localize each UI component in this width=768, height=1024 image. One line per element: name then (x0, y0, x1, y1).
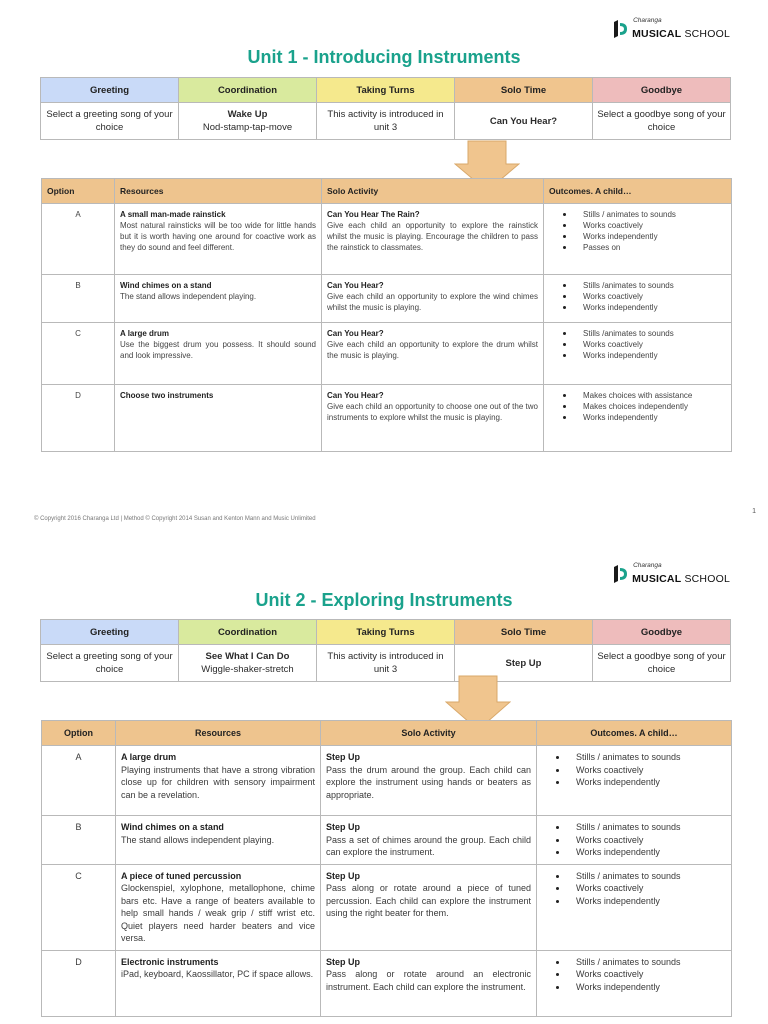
activity-title: Can You Hear? (327, 281, 384, 290)
greeting-cell: Select a greeting song of your choice (41, 645, 179, 682)
greeting-cell: Select a greeting song of your choice (41, 103, 179, 140)
activity-title: Step Up (326, 870, 361, 881)
coordination-cell (179, 645, 317, 682)
resources-cell (115, 275, 322, 323)
logo-brand-rest: SCHOOL (681, 27, 730, 40)
activity-title: Can You Hear? (327, 329, 384, 338)
logo-small-text: Charanga (633, 562, 662, 569)
taking-turns-cell: This activity is introduced in unit 3 (317, 645, 455, 682)
solo-time-cell (455, 103, 593, 140)
coordination-cell (179, 103, 317, 140)
outcome-item: Works coactively (583, 220, 726, 231)
charanga-logo-icon (612, 564, 628, 584)
outcomes-cell (537, 864, 732, 950)
resource-title: Choose two instruments (120, 391, 214, 400)
unit1-options-table (41, 178, 732, 452)
outcome-item: Works independently (583, 231, 726, 242)
charanga-logo (612, 18, 730, 41)
resource-title: Wind chimes on a stand (121, 822, 224, 832)
solo-activity-header: Solo Activity (321, 721, 537, 746)
activity-cell (321, 950, 537, 1016)
activity-cell (322, 323, 544, 385)
table-row (42, 385, 732, 452)
logo-brand-rest: SCHOOL (681, 572, 730, 585)
logo-brand-bold: MUSICAL (632, 27, 682, 40)
activity-cell (321, 864, 537, 950)
outcome-item: Works coactively (583, 291, 726, 302)
resource-text: Glockenspiel, xylophone, metallophone, chime bars etc. Have a range of beaters available to help small hands / weak grip / stiff wrist etc. Quiet players need harder beaters and vice versa. (121, 883, 315, 943)
outcome-item: Stills /animates to sounds (583, 280, 726, 291)
resources-header: Resources (115, 179, 322, 204)
outcome-item: Works independently (583, 302, 726, 313)
resource-title: A large drum (120, 329, 170, 338)
activity-text: Give each child an opportunity to explore the rainstick whilst the music is playing. Encourage the children to pass the rainstick to classmates. (327, 221, 538, 252)
goodbye-cell: Select a goodbye song of your choice (593, 103, 731, 140)
activity-text: Pass along or rotate around an electronic instrument. Each child can explore the instrument. (326, 969, 531, 992)
coordination-subtitle: Nod-stamp-tap-move (202, 122, 293, 133)
resource-title: A large drum (121, 752, 177, 762)
outcome-item: Works coactively (576, 968, 726, 981)
outcome-item: Stills / animates to sounds (576, 956, 726, 969)
outcome-item: Stills / animates to sounds (576, 751, 726, 764)
goodbye-cell: Select a goodbye song of your choice (593, 645, 731, 682)
taking-turns-header: Taking Turns (317, 78, 455, 103)
unit1-title: Unit 1 - Introducing Instruments (247, 47, 521, 67)
activity-title: Step Up (326, 822, 361, 832)
unit2-title: Unit 2 - Exploring Instruments (255, 590, 513, 610)
outcome-item: Works independently (576, 846, 726, 859)
unit2-options-table (41, 720, 732, 1017)
table-row (42, 864, 732, 950)
outcome-item: Stills / animates to sounds (576, 870, 726, 883)
outcomes-header: Outcomes. A child… (544, 179, 732, 204)
outcomes-cell (544, 323, 732, 385)
option-label: C (42, 864, 116, 950)
outcome-item: Makes choices independently (583, 401, 726, 412)
resources-cell (116, 816, 321, 865)
option-label: C (42, 323, 115, 385)
resource-title: Electronic instruments (121, 956, 219, 967)
activity-cell (321, 746, 537, 816)
option-label: B (42, 275, 115, 323)
table-row (42, 950, 732, 1016)
outcome-item: Stills / animates to sounds (576, 821, 726, 834)
activity-cell (322, 275, 544, 323)
solo-time-title: Can You Hear? (489, 115, 558, 127)
taking-turns-header: Taking Turns (317, 620, 455, 645)
resource-text: The stand allows independent playing. (121, 834, 275, 845)
outcome-item: Passes on (583, 242, 726, 253)
resources-cell (116, 950, 321, 1016)
activity-text: Give each child an opportunity to choose one out of the two instruments to explore whilst the music is playing. (327, 402, 538, 422)
taking-turns-cell: This activity is introduced in unit 3 (317, 103, 455, 140)
page-number: 1 (752, 508, 756, 515)
outcomes-cell (544, 385, 732, 452)
charanga-logo (612, 563, 730, 586)
resource-text: Use the biggest drum you possess. It should sound and look impressive. (120, 340, 316, 360)
outcomes-cell (544, 204, 732, 275)
option-label: A (42, 746, 116, 816)
resources-header: Resources (116, 721, 321, 746)
logo-brand-bold: MUSICAL (632, 572, 682, 585)
footer-copyright: © Copyright 2016 Charanga Ltd | Method © Copyright 2014 Susan and Kenton Mann and Music Unlimited (34, 516, 316, 522)
option-label: D (42, 385, 115, 452)
outcomes-header: Outcomes. A child… (537, 721, 732, 746)
activity-title: Can You Hear? (327, 391, 384, 400)
outcomes-cell (544, 275, 732, 323)
option-label: A (42, 204, 115, 275)
unit1-schedule-table (40, 77, 731, 140)
coordination-title: Wake Up (227, 109, 268, 120)
goodbye-header: Goodbye (593, 78, 731, 103)
outcomes-cell (537, 950, 732, 1016)
solo-time-header: Solo Time (455, 78, 593, 103)
outcome-item: Works independently (576, 895, 726, 908)
table-row (42, 816, 732, 865)
activity-cell (321, 816, 537, 865)
resources-cell (115, 385, 322, 452)
resource-text: Playing instruments that have a strong vibration close up for children with sensory impairment can be a revelation. (121, 764, 315, 800)
resource-text: The stand allows independent playing. (120, 292, 257, 301)
resource-title: A piece of tuned percussion (121, 870, 242, 881)
solo-time-header: Solo Time (455, 620, 593, 645)
option-label: D (42, 950, 116, 1016)
charanga-logo-icon (612, 19, 628, 39)
resources-cell (116, 864, 321, 950)
coordination-subtitle: Wiggle-shaker-stretch (201, 664, 294, 675)
table-row (42, 746, 732, 816)
activity-text: Give each child an opportunity to explore the wind chimes whilst the music is playing. (327, 292, 538, 312)
outcome-item: Works coactively (583, 339, 726, 350)
outcomes-cell (537, 816, 732, 865)
resource-text: Most natural rainsticks will be too wide for little hands but it is worth having one around for coactive work as they do sound and feel different. (120, 221, 316, 252)
outcome-item: Works independently (576, 776, 726, 789)
table-row (42, 323, 732, 385)
option-label: B (42, 816, 116, 865)
resources-cell (115, 323, 322, 385)
outcome-item: Stills /animates to sounds (583, 328, 726, 339)
activity-cell (322, 204, 544, 275)
table-row (42, 204, 732, 275)
outcome-item: Works coactively (576, 882, 726, 895)
activity-text: Give each child an opportunity to explore the drum whilst the music is playing. (327, 340, 538, 360)
unit2-schedule-table (40, 619, 731, 682)
coordination-header: Coordination (179, 620, 317, 645)
option-header: Option (42, 179, 115, 204)
table-row (42, 275, 732, 323)
logo-small-text: Charanga (633, 17, 662, 24)
solo-time-title: Step Up (505, 657, 542, 669)
resource-text: iPad, keyboard, Kaossillator, PC if space allows. (121, 969, 314, 979)
resources-cell (115, 204, 322, 275)
outcome-item: Works independently (583, 350, 726, 361)
solo-activity-header: Solo Activity (322, 179, 544, 204)
outcome-item: Works coactively (576, 834, 726, 847)
activity-text: Pass a set of chimes around the group. Each child can explore the instrument. (326, 834, 531, 857)
activity-title: Step Up (326, 752, 361, 762)
outcome-item: Stills / animates to sounds (583, 209, 726, 220)
coordination-title: See What I Can Do (205, 651, 290, 662)
coordination-header: Coordination (179, 78, 317, 103)
activity-title: Step Up (326, 956, 361, 967)
activity-text: Pass the drum around the group. Each child can explore the instrument using hands or beaters as appropriate. (326, 764, 531, 800)
activity-text: Pass along or rotate around a piece of tuned percussion. Each child can explore the instrument using the right beater for them. (326, 883, 531, 918)
resource-title: Wind chimes on a stand (120, 281, 212, 290)
outcome-item: Works coactively (576, 764, 726, 777)
activity-title: Can You Hear The Rain? (327, 210, 420, 219)
greeting-header: Greeting (41, 78, 179, 103)
resources-cell (116, 746, 321, 816)
outcome-item: Works independently (576, 981, 726, 994)
activity-cell (322, 385, 544, 452)
option-header: Option (42, 721, 116, 746)
outcome-item: Makes choices with assistance (583, 390, 726, 401)
outcome-item: Works independently (583, 412, 726, 423)
outcomes-cell (537, 746, 732, 816)
greeting-header: Greeting (41, 620, 179, 645)
goodbye-header: Goodbye (593, 620, 731, 645)
resource-title: A small man-made rainstick (120, 210, 226, 219)
